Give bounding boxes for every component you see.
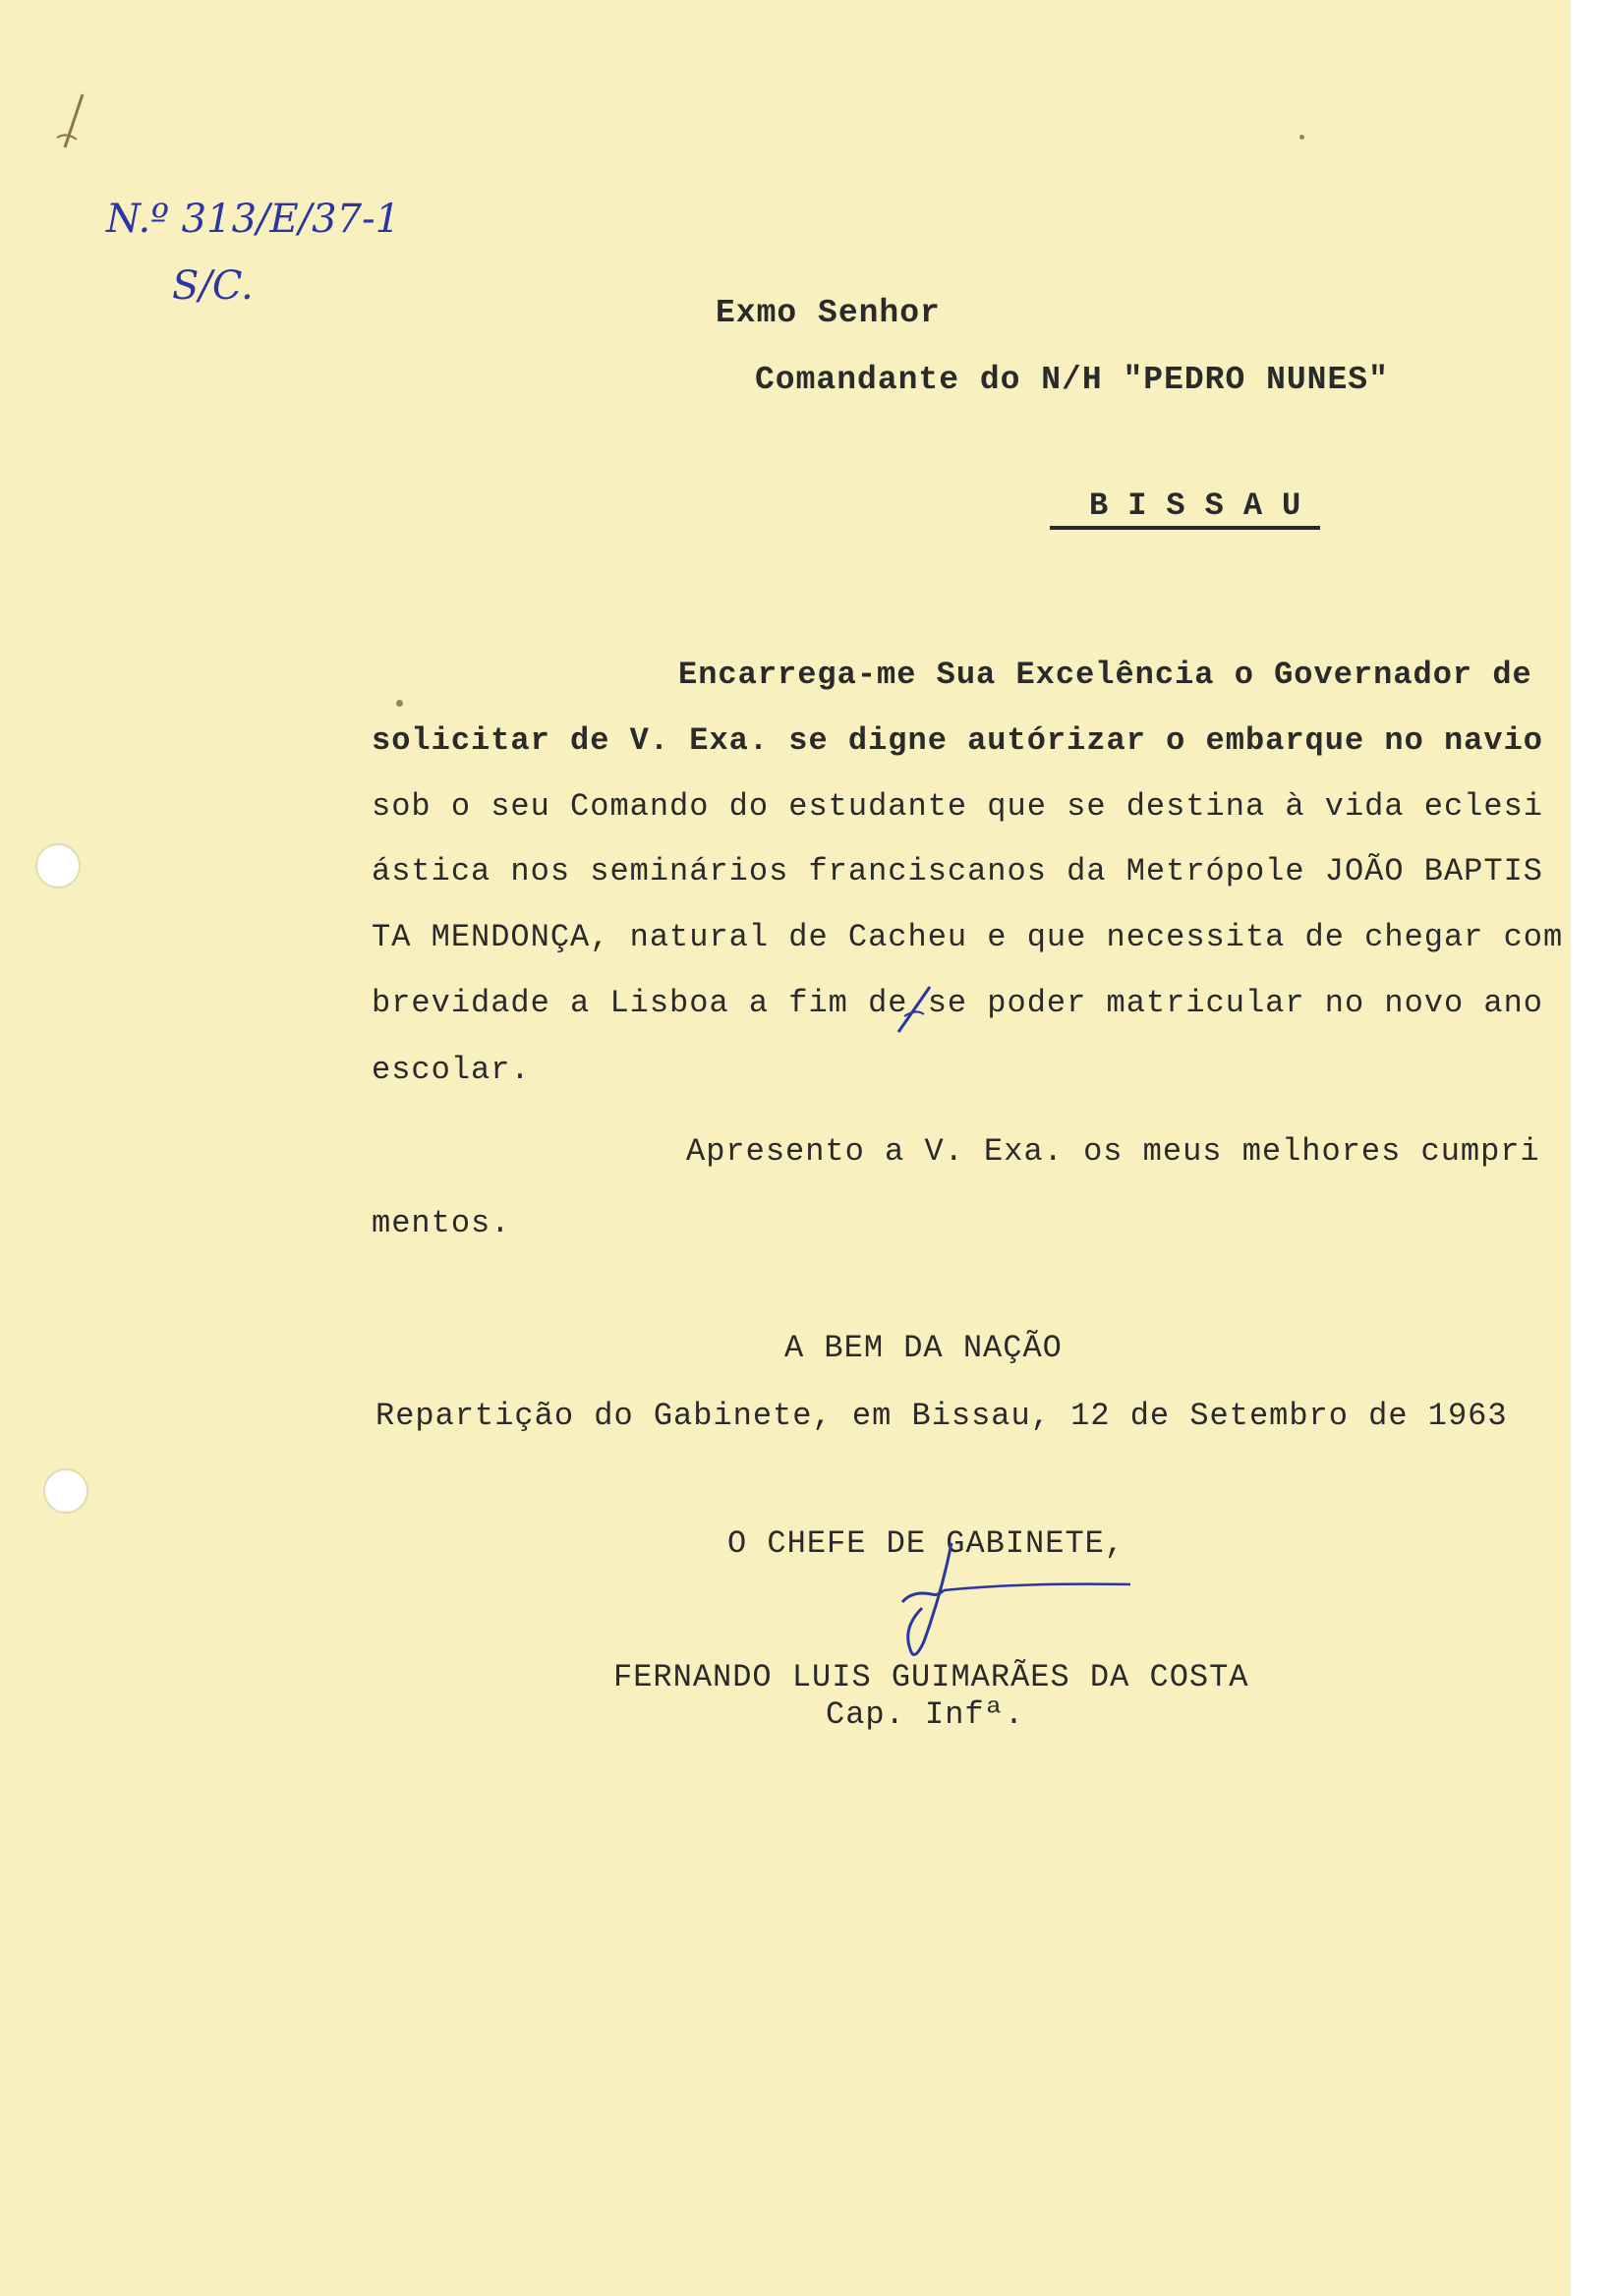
pencil-mark-icon — [43, 86, 112, 155]
body-line: mentos. — [372, 1205, 511, 1241]
closing-motto: A BEM DA NAÇÃO — [784, 1330, 1063, 1366]
body-line: sob o seu Comando do estudante que se destina à vida eclesi — [372, 788, 1543, 825]
signature-role: O CHEFE DE GABINETE, — [727, 1525, 1125, 1562]
punch-hole-top — [35, 843, 81, 889]
body-line: solicitar de V. Exa. se digne autórizar o embarque no navio — [372, 722, 1543, 759]
pen-correction-icon — [893, 979, 942, 1038]
salutation: Exmo Senhor — [716, 295, 941, 331]
paper-speck — [396, 700, 403, 707]
body-line: TA MENDONÇA, natural de Cacheu e que necessita de chegar com — [372, 919, 1564, 955]
reference-number: N.º 313/E/37-1 — [106, 197, 401, 242]
addressee-title: Comandante do N/H "PEDRO NUNES" — [755, 362, 1389, 398]
reference-note: S/C. — [172, 263, 254, 309]
page-margin — [1571, 0, 1615, 2296]
body-line: brevidade a Lisboa a fim de se poder matricular no novo ano — [372, 985, 1543, 1021]
punch-hole-bottom — [43, 1468, 88, 1514]
body-line: Encarrega-me Sua Excelência o Governador de — [678, 657, 1532, 693]
addressee-city: BISSAU — [1050, 488, 1320, 530]
paper-speck — [1299, 135, 1304, 140]
body-line: ástica nos seminários franciscanos da Metrópole JOÃO BAPTIS — [372, 853, 1543, 890]
place-date: Repartição do Gabinete, em Bissau, 12 de Setembro de 1963 — [375, 1398, 1508, 1434]
body-line: escolar. — [372, 1052, 531, 1088]
signatory-rank: Cap. Infª. — [826, 1696, 1025, 1733]
handwritten-signature — [873, 1533, 1138, 1671]
body-line: Apresento a V. Exa. os meus melhores cumpri — [686, 1133, 1540, 1170]
signatory-name: FERNANDO LUIS GUIMARÃES DA COSTA — [613, 1659, 1249, 1695]
